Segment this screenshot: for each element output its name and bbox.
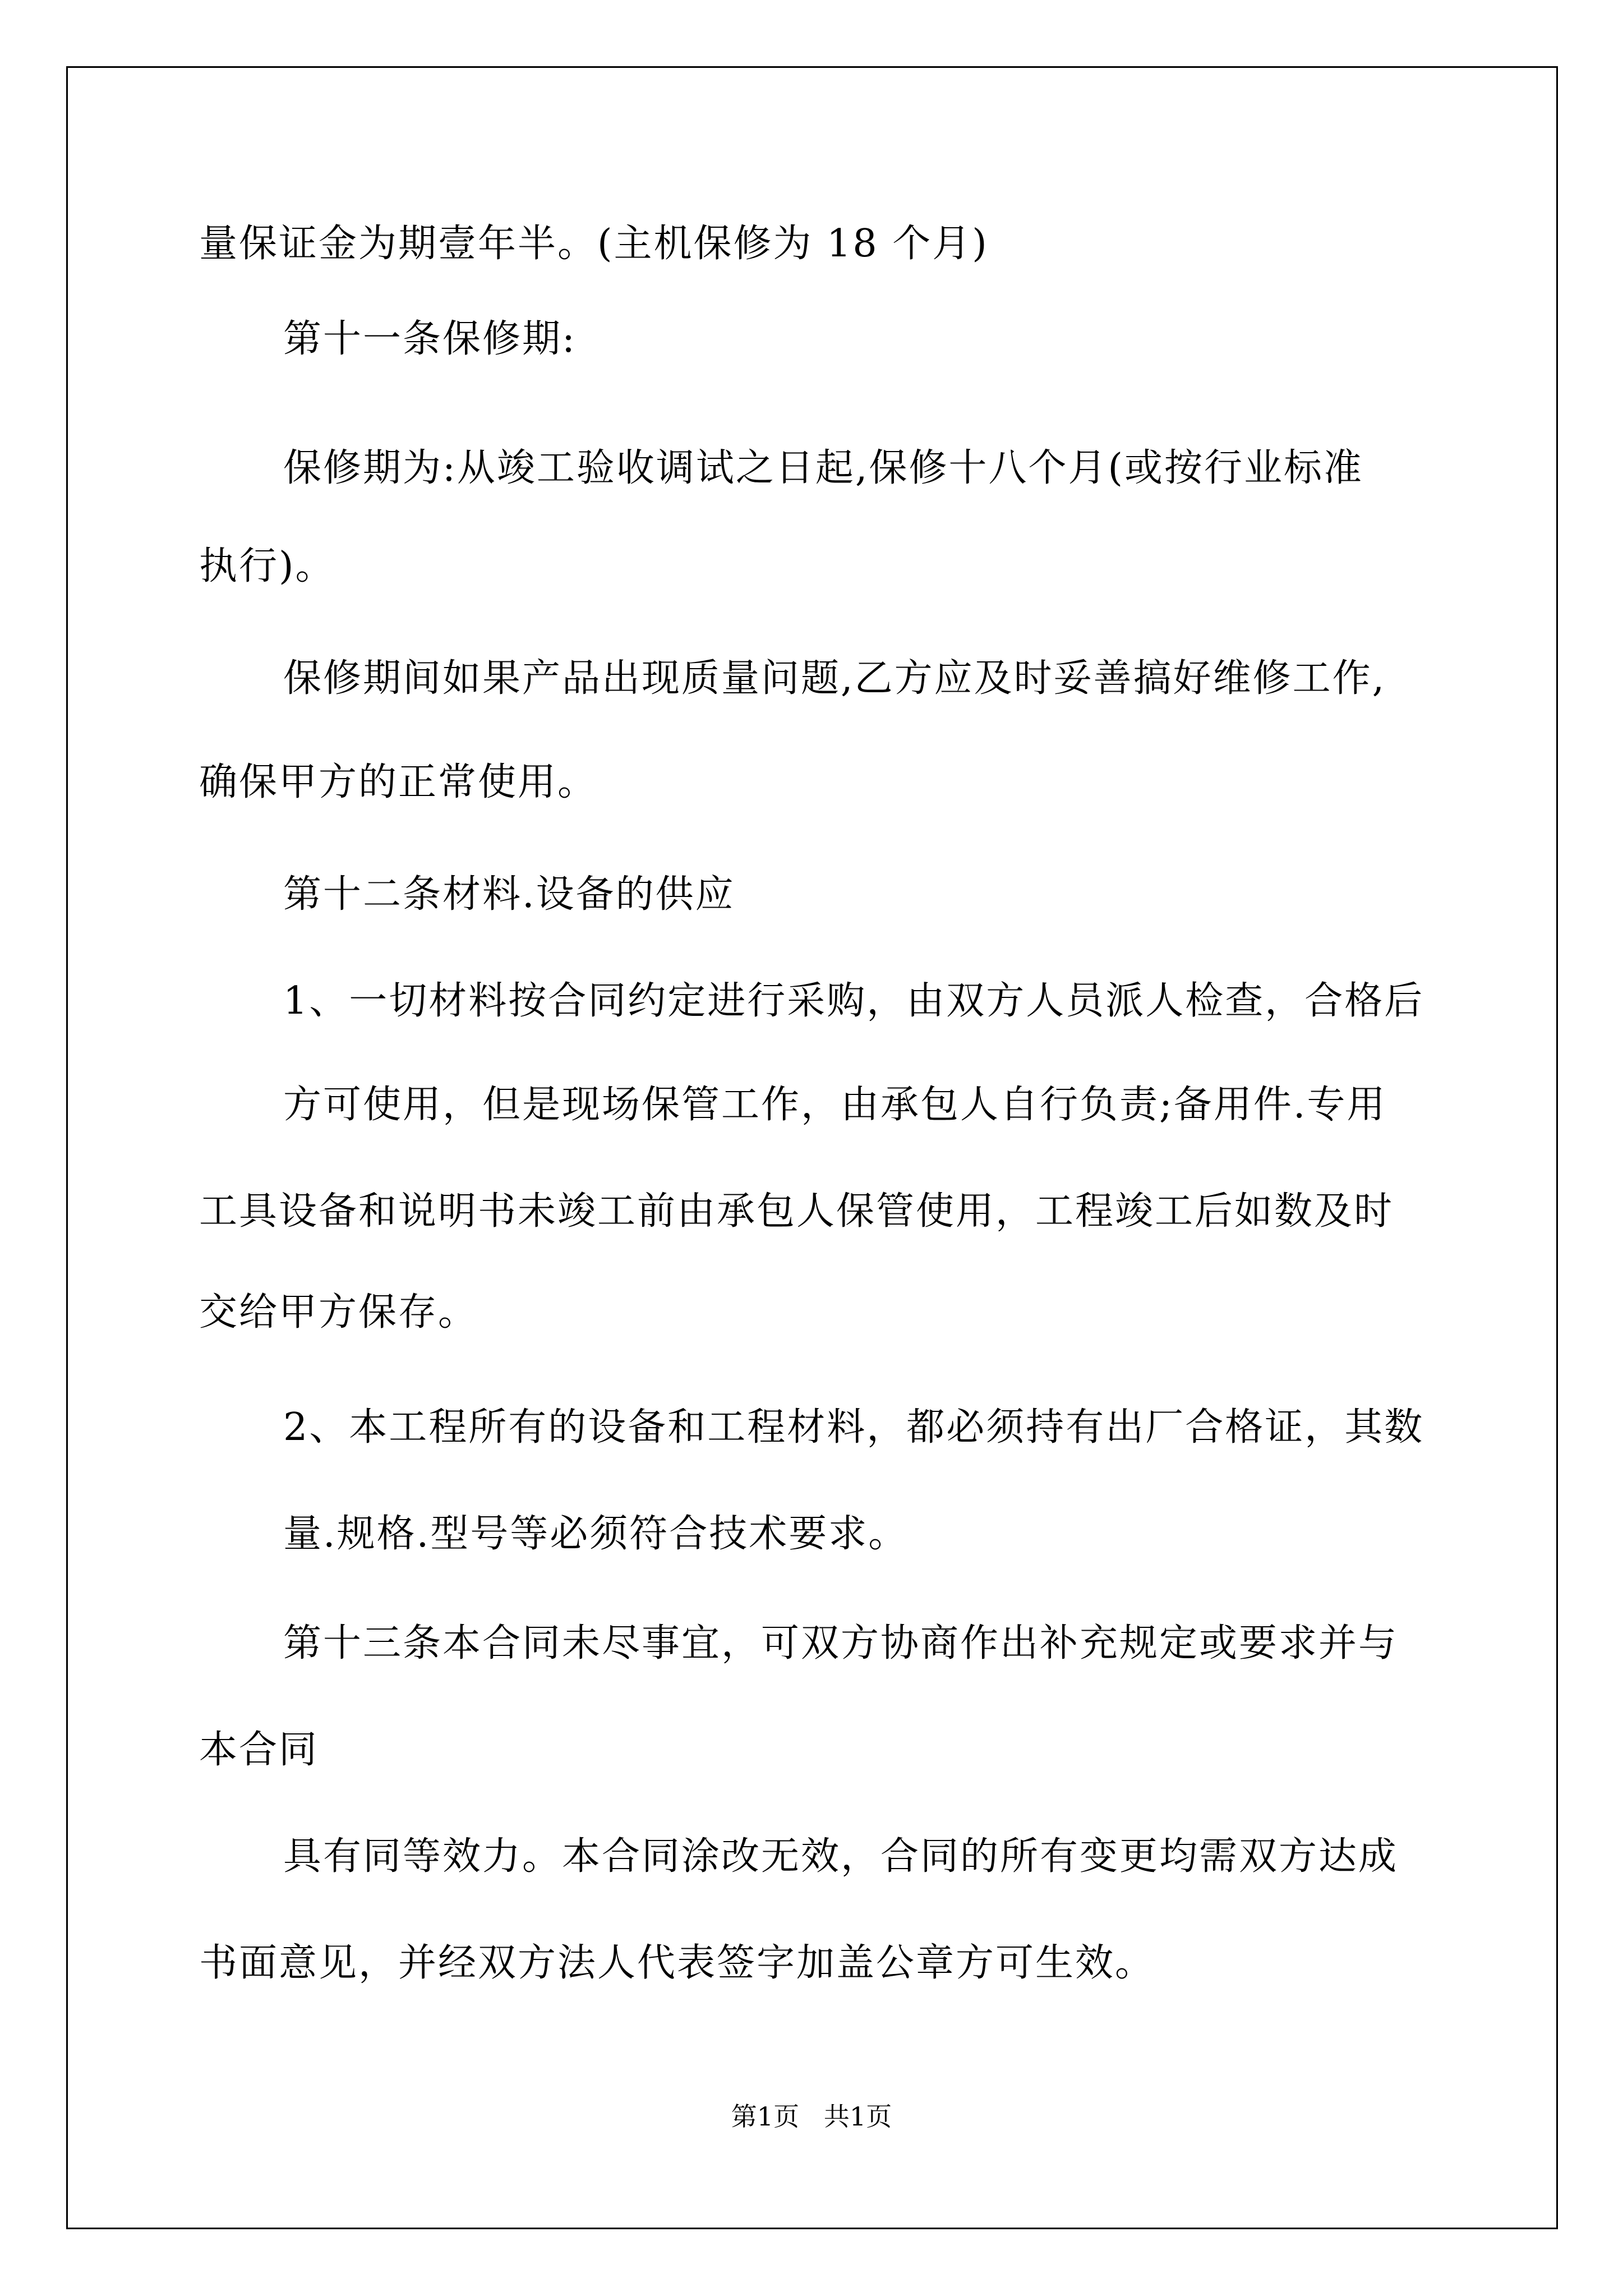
body-line: 书面意见，并经双方法人代表签字加盖公章方可生效。 — [199, 1941, 1155, 1985]
body-line: 工具设备和说明书未竣工前由承包人保管使用，工程竣工后如数及时 — [199, 1189, 1394, 1234]
body-line: 2、本工程所有的设备和工程材料，都必须持有出厂合格证，其数 — [283, 1405, 1424, 1450]
body-line: 量保证金为期壹年半。(主机保修为 18 个月) — [199, 222, 989, 266]
body-line: 1、一切材料按合同约定进行采购，由双方人员派人检查，合格后 — [283, 979, 1424, 1023]
page-footer: 第1页 共1页 — [731, 2101, 892, 2132]
body-line: 本合同 — [199, 1728, 319, 1772]
article-heading: 第十三条本合同未尽事宜，可双方协商作出补充规定或要求并与 — [283, 1621, 1399, 1665]
body-line: 确保甲方的正常使用。 — [199, 760, 598, 804]
body-line: 执行)。 — [199, 544, 335, 588]
body-line: 方可使用，但是现场保管工作，由承包人自行负责;备用件.专用 — [283, 1083, 1387, 1127]
page-border — [66, 66, 1558, 2229]
article-heading: 第十一条保修期: — [283, 317, 577, 361]
body-line: 量.规格.型号等必须符合技术要求。 — [283, 1512, 909, 1556]
body-line: 保修期间如果产品出现质量问题,乙方应及时妥善搞好维修工作, — [283, 656, 1386, 701]
body-line: 具有同等效力。本合同涂改无效，合同的所有变更均需双方达成 — [283, 1834, 1399, 1879]
body-line: 交给甲方保存。 — [199, 1290, 478, 1335]
article-heading: 第十二条材料.设备的供应 — [283, 872, 735, 917]
body-line: 保修期为:从竣工验收调试之日起,保修十八个月(或按行业标准 — [283, 446, 1364, 490]
